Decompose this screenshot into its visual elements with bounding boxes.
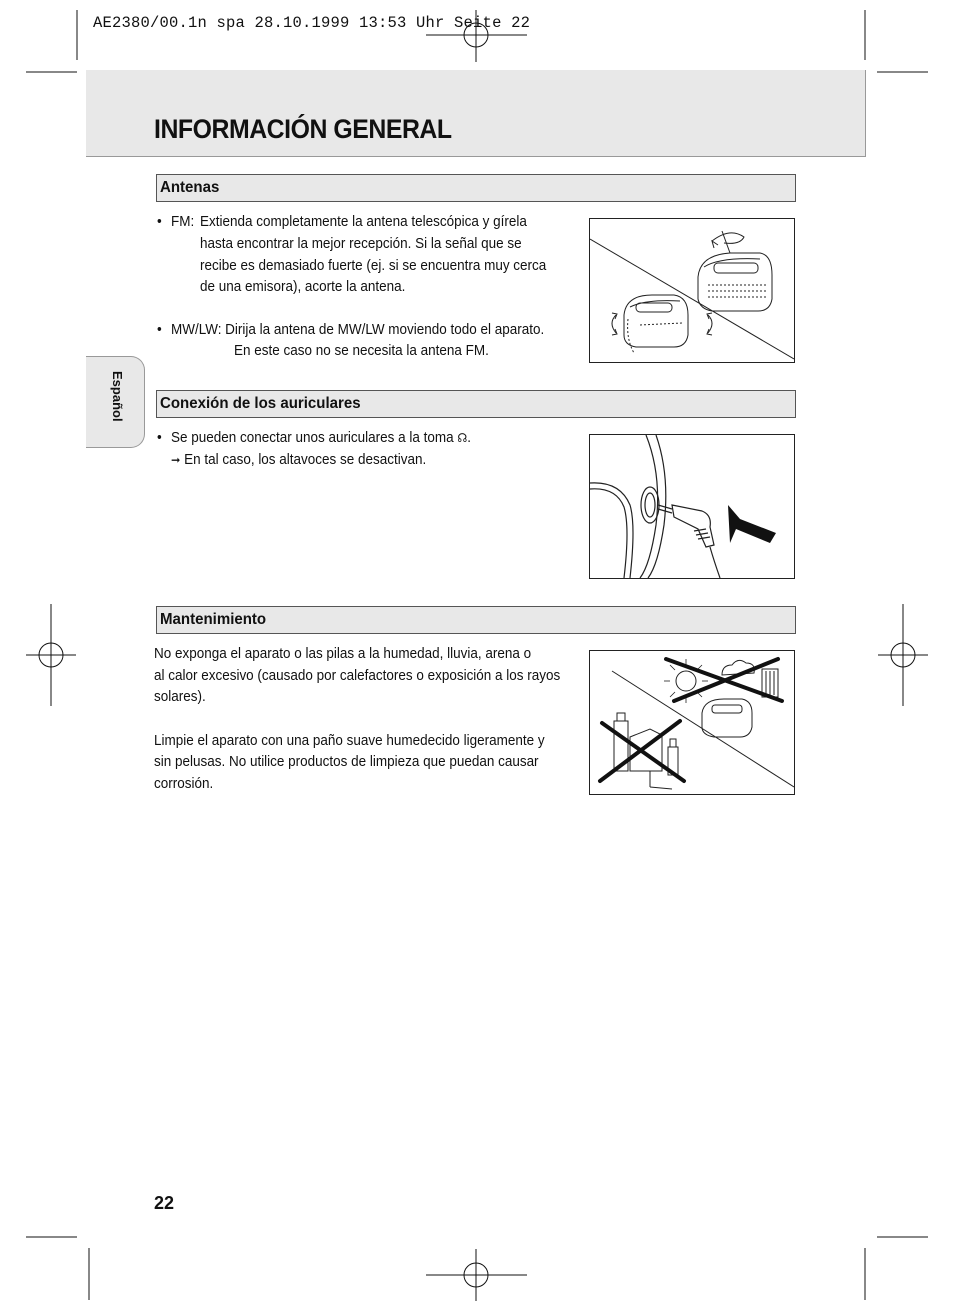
headphones-bullet: •: [157, 430, 162, 446]
maintenance-text-line: Limpie el aparato con una paño suave humedecido ligeramente y: [154, 733, 545, 749]
section-heading-mantenimiento: Mantenimiento: [156, 606, 796, 634]
language-tab-label: Español: [110, 371, 125, 422]
maintenance-text-line: sin pelusas. No utilice productos de limpieza que puedan causar: [154, 754, 539, 770]
maintenance-text-line: No exponga el aparato o las pilas a la humedad, lluvia, arena o: [154, 646, 532, 662]
section-heading-auriculares: Conexión de los auriculares: [156, 390, 796, 418]
section-heading-antenas: Antenas: [156, 174, 796, 202]
headphones-line: Se pueden conectar unos auriculares a la toma ☊.: [171, 430, 472, 446]
print-slug-line: AE2380/00.1n spa 28.10.1999 13:53 Uhr Seite 22: [93, 14, 531, 32]
headphone-jack-icon: ☊: [457, 431, 468, 445]
fm-text-line: de una emisora), acorte la antena.: [200, 279, 406, 295]
headphones-result-line: ➞ En tal caso, los altavoces se desactivan.: [171, 452, 427, 468]
maintenance-text-line: corrosión.: [154, 776, 214, 792]
maintenance-text-line: al calor excesivo (causado por calefactores o exposición a los rayos: [154, 668, 561, 684]
fm-text-line: recibe es demasiado fuerte (ej. si se encuentra muy cerca: [200, 258, 547, 274]
page-number: 22: [154, 1193, 175, 1213]
antenna-illustration: [589, 218, 795, 363]
mw-bullet: •: [157, 322, 162, 338]
mw-text-line: MW/LW: Dirija la antena de MW/LW moviendo todo el aparato.: [171, 322, 545, 338]
mw-text-line: En este caso no se necesita la antena FM.: [234, 343, 489, 359]
fm-label: FM:: [171, 214, 195, 230]
headphones-illustration: [589, 434, 795, 579]
arrow-icon: ➞: [171, 453, 181, 467]
fm-text-line: Extienda completamente la antena telescópica y gírela: [200, 214, 527, 230]
page-title: INFORMACIÓN GENERAL: [154, 114, 452, 144]
fm-text-line: hasta encontrar la mejor recepción. Si la señal que se: [200, 236, 522, 252]
maintenance-illustration: [589, 650, 795, 795]
language-tab: [86, 356, 145, 448]
maintenance-text-line: solares).: [154, 689, 206, 705]
fm-bullet: •: [157, 214, 162, 230]
